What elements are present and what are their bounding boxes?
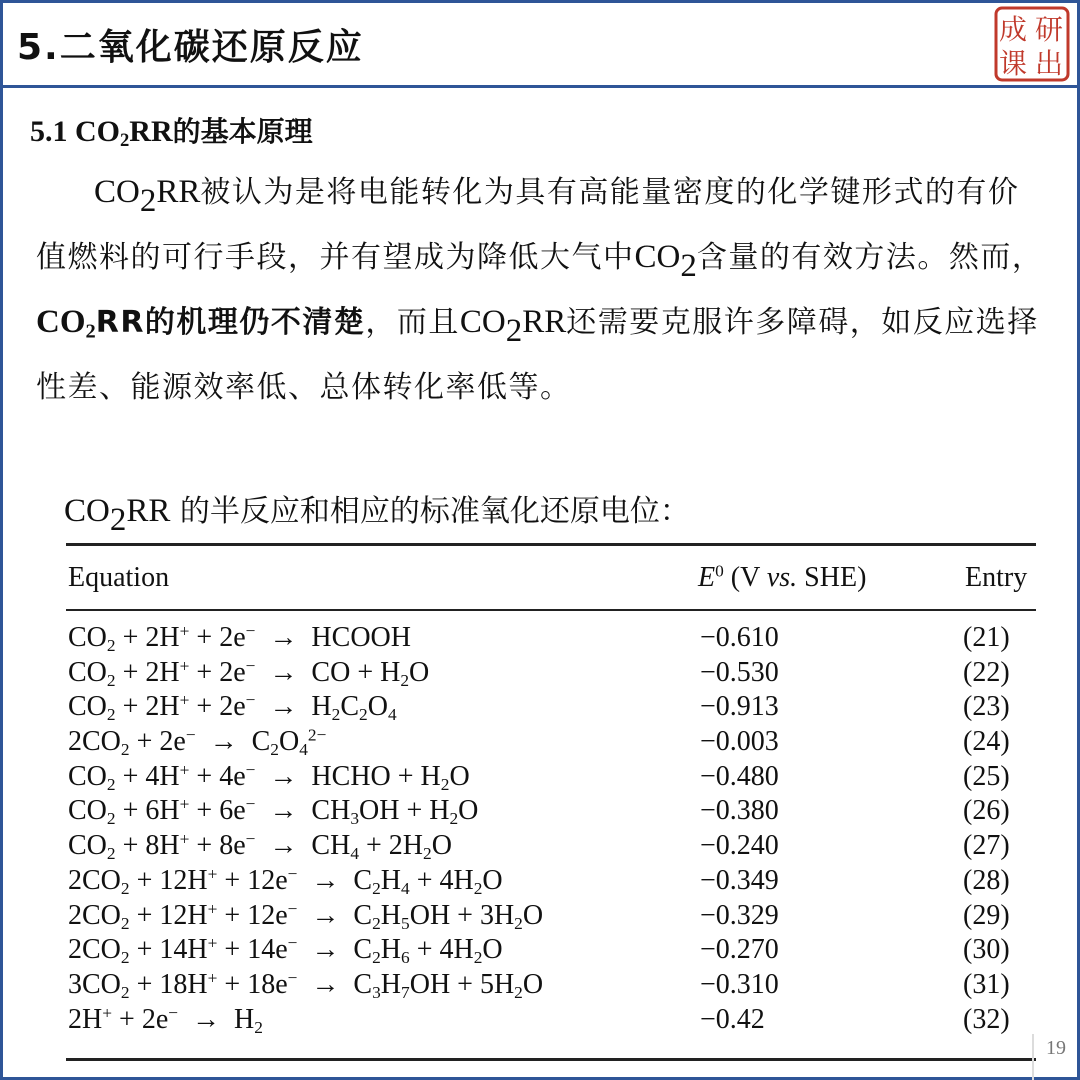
equation-cell: $3CO_2 + 18H^+ + 18e^- \to C_3H_7OH + 5H_2O$ [68, 968, 544, 1002]
potential-cell: −0.913 [700, 691, 779, 723]
entry-cell: (29) [963, 899, 1010, 931]
reaction-table-body [68, 622, 1038, 1038]
table-row [68, 830, 1038, 865]
equation-cell: $CO_2 + 2H^+ + 2e^- \to H_2C_2O_4$ [68, 690, 397, 725]
equation-cell: $CO_2 + 2H^+ + 2e^-$ → HCOOH [68, 621, 411, 655]
table-row [68, 1004, 1038, 1039]
equation-cell: $CO_2 + 2H^+ + 2e^-$ → CO + $H_2O$ [68, 656, 430, 690]
svg-text:成: 成 [998, 13, 1028, 46]
entry-cell: (31) [963, 968, 1010, 1000]
potential-cell: −0.349 [700, 864, 779, 896]
table-top-rule [66, 543, 1036, 546]
equation-cell: $2CO_2 + 2e^- \to C_2O_4^{2-}$ [68, 725, 327, 759]
entry-cell: (22) [963, 656, 1010, 688]
svg-text:课: 课 [998, 47, 1028, 80]
entry-cell: (28) [963, 864, 1010, 896]
potential-cell: −0.530 [700, 656, 779, 688]
potential-cell: −0.240 [700, 830, 779, 862]
table-row [68, 795, 1038, 830]
equation-cell: $CO_2 + 6H^+ + 6e^- \to CH_3OH + H_2O$ [68, 794, 479, 829]
potential-cell: −0.003 [700, 726, 779, 758]
entry-cell: (21) [963, 622, 1010, 653]
slide-title: 5.二氧化碳还原反应 [17, 27, 364, 68]
entry-cell: (23) [963, 691, 1010, 723]
equation-cell: $CO_2 + 8H^+ + 8e^- \to CH_4 + 2H_2O$ [68, 829, 452, 863]
potential-cell: −0.270 [700, 934, 779, 966]
table-row [68, 761, 1038, 796]
table-row [68, 691, 1038, 726]
column-header-potential: $E^0$ (V vs. SHE) [698, 561, 867, 593]
potential-cell: −0.380 [700, 795, 779, 827]
table-row [68, 934, 1038, 969]
entry-cell: (26) [963, 795, 1010, 827]
potential-cell: −0.610 [700, 622, 779, 653]
potential-cell: −0.310 [700, 968, 779, 1000]
equation-cell: $2H^+ + 2e^- \to H_2$ [68, 1003, 263, 1037]
entry-cell: (27) [963, 830, 1010, 862]
table-row [68, 726, 1038, 761]
table-row [68, 969, 1038, 1004]
table-header-rule [66, 609, 1036, 611]
column-header-equation: Equation [68, 562, 170, 593]
table-row [68, 865, 1038, 900]
page-number-divider [1032, 1034, 1034, 1080]
table-row [68, 657, 1038, 692]
entry-cell: (24) [963, 726, 1010, 758]
potential-cell: −0.42 [700, 1003, 765, 1035]
equation-cell: $2CO_2 + 14H^+ + 14e^- \to C_2H_6 + 4H_2O$ [68, 933, 503, 968]
equation-cell: $2CO_2 + 12H^+ + 12e^- \to C_2H_4 + 4H_2O$ [68, 864, 503, 898]
body-paragraph: $CO_2RR$被认为是将电能转化为具有高能量密度的化学键形式的有价值燃料的可行手段，并有望成为降低大气中$CO_2$含量的有效方法。然而，$CO_2RR$的机理仍不清楚，而且$CO_2RR$还需要克服许多障碍，如反应选择性差、能源效率低、总体转化率低等。 [36, 174, 1044, 405]
equation-cell: $2CO_2 + 12H^+ + 12e^- \to C_2H_5OH + 3H_2O$ [68, 898, 544, 933]
seal-logo [993, 5, 1071, 83]
page-number: 19 [1046, 1037, 1066, 1059]
section-heading: 5.1 $CO_2RR$的基本原理 [30, 115, 313, 152]
equation-cell: $CO_2 + 4H^+ + 4e^-$ → HCHO + $H_2O$ [68, 760, 470, 794]
slide-header [3, 3, 1077, 88]
svg-text:出: 出 [1034, 47, 1064, 80]
table-row [68, 900, 1038, 935]
table-row [68, 622, 1038, 657]
svg-text:研: 研 [1034, 13, 1064, 46]
column-header-entry: Entry [965, 562, 1028, 593]
entry-cell: (32) [963, 1003, 1010, 1035]
table-bottom-rule [66, 1058, 1036, 1061]
potential-cell: −0.329 [700, 899, 779, 931]
bold-claim: $CO_2$ [36, 304, 96, 343]
potential-cell: −0.480 [700, 760, 779, 792]
entry-cell: (30) [963, 934, 1010, 966]
entry-cell: (25) [963, 760, 1010, 792]
table-caption: $CO_2RR$ 的半反应和相应的标准氧化还原电位： [64, 493, 690, 539]
